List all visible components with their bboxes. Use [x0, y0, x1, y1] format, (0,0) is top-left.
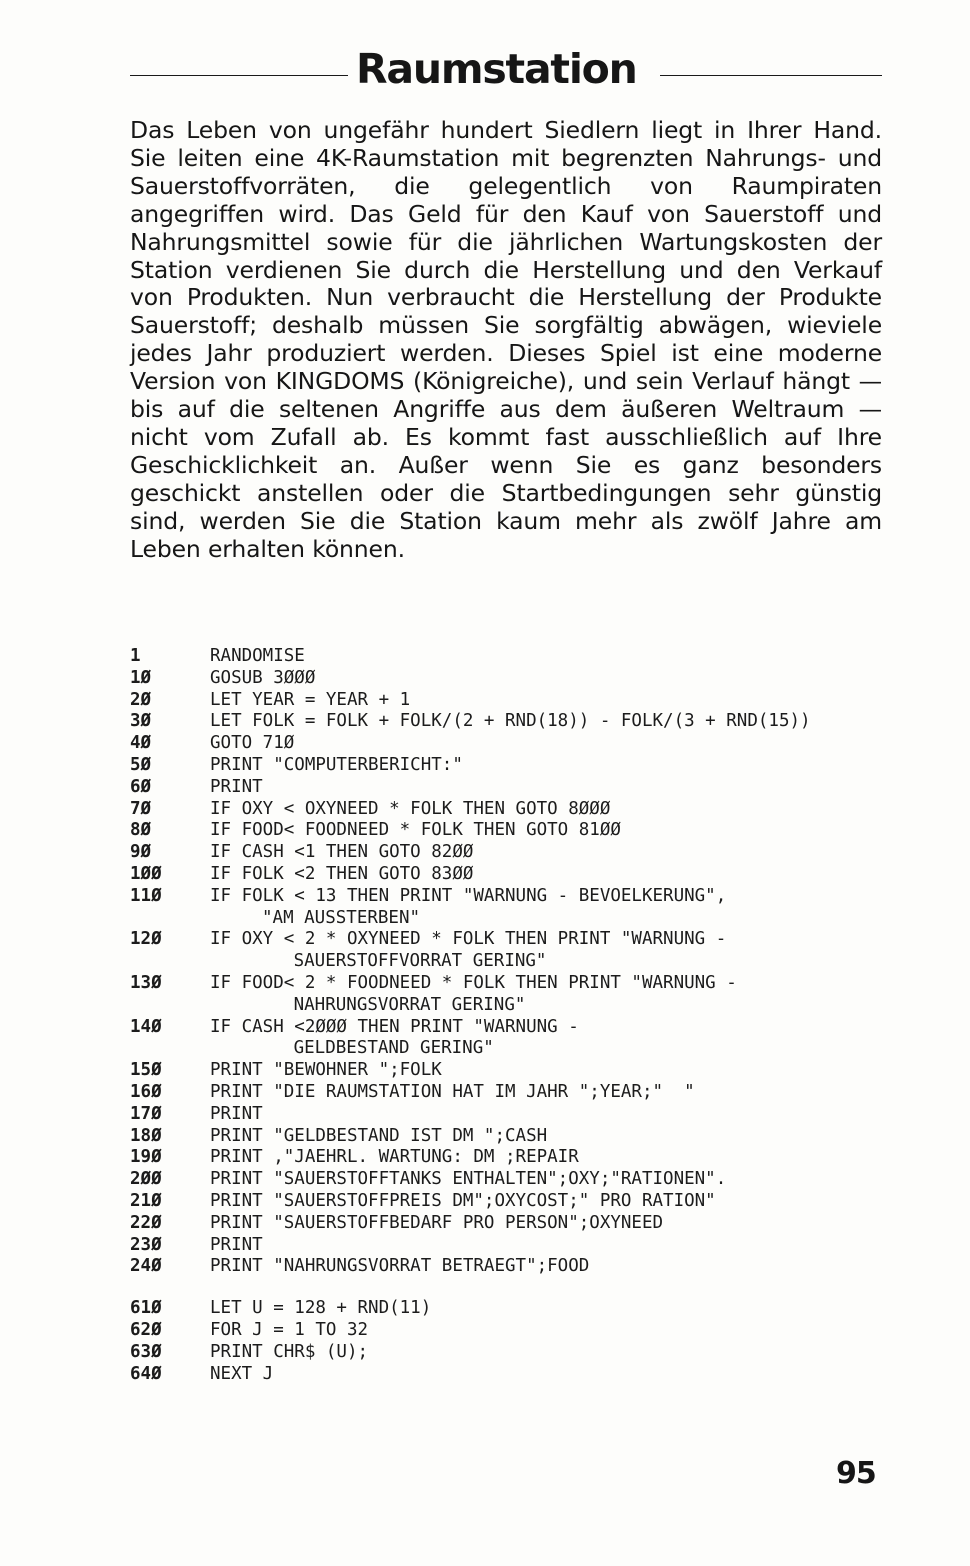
- line-number: 15Ø: [130, 1060, 162, 1081]
- code-statement: PRINT: [210, 1103, 263, 1124]
- code-line: [130, 646, 960, 668]
- code-line: [130, 1256, 960, 1278]
- code-statement: PRINT "BEWOHNER ";FOLK: [210, 1060, 442, 1081]
- line-number: 8Ø: [130, 820, 152, 841]
- code-line: [130, 1060, 960, 1082]
- code-statement: PRINT "NAHRUNGSVORRAT BETRAEGT";FOOD: [210, 1256, 590, 1277]
- code-line: [130, 1320, 960, 1342]
- intro-paragraph: Das Leben von ungefähr hundert Siedlern liegt in Ihrer Hand. Sie leiten eine 4K-Raumstation mit begrenzten Nahrungs- und Sauerstoffvorräten, die gelegentlich von Raumpiraten angegriffen wird. Das Geld für den Kauf von Sauerstoff und Nahrungsmittel sowie für die jährlichen Wartungskosten der Station verdienen Sie durch die Herstellung und den Verkauf von Produkten. Nun verbraucht die Herstellung der Produkte Sauerstoff; deshalb müssen Sie sorgfältig abwägen, wieviele jedes Jahr produziert werden. Dieses Spiel ist eine moderne Version von KINGDOMS (Königreiche), und sein Verlauf hängt — bis auf die seltenen Angriffe aus dem äußeren Weltraum — nicht vom Zufall ab. Es kommt fast ausschließlich auf Ihre Geschicklichkeit an. Außer wenn Sie es ganz besonders geschickt anstellen oder die Startbedingungen sehr günstig sind, werden Sie die Station kaum mehr als zwölf Jahre am Leben erhalten können.: [130, 116, 882, 563]
- code-statement: IF FOOD< FOODNEED * FOLK THEN GOTO 81ØØ: [210, 820, 621, 841]
- code-statement: PRINT "COMPUTERBERICHT:": [210, 754, 463, 775]
- line-number: 24Ø: [130, 1256, 162, 1277]
- code-line: [130, 1342, 960, 1364]
- code-statement: GOSUB 3ØØØ: [210, 667, 316, 688]
- code-statement: PRINT "SAUERSTOFFBEDARF PRO PERSON";OXYNEED: [210, 1212, 664, 1233]
- code-statement: PRINT "DIE RAUMSTATION HAT IM JAHR ";YEAR;" ": [210, 1081, 695, 1102]
- code-statement: IF CASH <2ØØØ THEN PRINT "WARNUNG -: [210, 1016, 579, 1037]
- line-number: 18Ø: [130, 1125, 162, 1146]
- code-line: [130, 799, 960, 821]
- code-continuation: SAUERSTOFFVORRAT GERING": [262, 951, 547, 972]
- code-line: [130, 1169, 960, 1191]
- line-number: 17Ø: [130, 1103, 162, 1124]
- line-number: 2ØØ: [130, 1169, 162, 1190]
- code-statement: PRINT "SAUERSTOFFPREIS DM";OXYCOST;" PRO RATION": [210, 1190, 716, 1211]
- line-number: 14Ø: [130, 1016, 162, 1037]
- code-line: [130, 864, 960, 886]
- code-line: [130, 1017, 960, 1039]
- line-number: 61Ø: [130, 1298, 162, 1319]
- code-statement: IF OXY < 2 * OXYNEED * FOLK THEN PRINT "WARNUNG -: [210, 929, 727, 950]
- code-statement: LET FOLK = FOLK + FOLK/(2 + RND(18)) - FOLK/(3 + RND(15)): [210, 711, 811, 732]
- code-line: [130, 733, 960, 755]
- code-line: [130, 777, 960, 799]
- listing-gap: [130, 1278, 960, 1298]
- line-number: 23Ø: [130, 1234, 162, 1255]
- code-statement: PRINT ,"JAEHRL. WARTUNG: DM ;REPAIR: [210, 1147, 579, 1168]
- code-continuation: GELDBESTAND GERING": [262, 1038, 494, 1059]
- line-number: 62Ø: [130, 1319, 162, 1340]
- line-number: 4Ø: [130, 733, 152, 754]
- code-line: [130, 1213, 960, 1235]
- line-number: 1: [130, 646, 141, 666]
- line-number: 13Ø: [130, 972, 162, 993]
- title-rule-left: [130, 75, 348, 76]
- code-line: [130, 1364, 960, 1386]
- code-continuation: "AM AUSSTERBEN": [262, 907, 421, 928]
- line-number: 1ØØ: [130, 863, 162, 884]
- code-line: [130, 1126, 960, 1148]
- line-number: 22Ø: [130, 1212, 162, 1233]
- page-title: Raumstation: [356, 45, 637, 93]
- line-number: 63Ø: [130, 1341, 162, 1362]
- line-number: 5Ø: [130, 754, 152, 775]
- line-number: 12Ø: [130, 929, 162, 950]
- code-line: [130, 755, 960, 777]
- line-number: 19Ø: [130, 1147, 162, 1168]
- code-statement: PRINT: [210, 776, 263, 797]
- code-continuation: NAHRUNGSVORRAT GERING": [262, 994, 526, 1015]
- code-statement: LET U = 128 + RND(11): [210, 1298, 432, 1319]
- code-statement: PRINT "SAUERSTOFFTANKS ENTHALTEN";OXY;"RATIONEN".: [210, 1169, 727, 1190]
- code-statement: IF CASH <1 THEN GOTO 82ØØ: [210, 842, 474, 863]
- code-line: [130, 1191, 960, 1213]
- code-line: [130, 1298, 960, 1320]
- code-statement: IF FOOD< 2 * FOODNEED * FOLK THEN PRINT "WARNUNG -: [210, 972, 737, 993]
- code-line: [130, 1147, 960, 1169]
- line-number: 7Ø: [130, 798, 152, 819]
- line-number: 11Ø: [130, 885, 162, 906]
- code-statement: IF FOLK <2 THEN GOTO 83ØØ: [210, 863, 474, 884]
- line-number: 6Ø: [130, 776, 152, 797]
- code-line: [130, 1082, 960, 1104]
- line-number: 1Ø: [130, 667, 152, 688]
- line-number: 16Ø: [130, 1081, 162, 1102]
- code-statement: LET YEAR = YEAR + 1: [210, 689, 411, 710]
- line-number: 3Ø: [130, 711, 152, 732]
- code-statement: NEXT J: [210, 1363, 274, 1384]
- code-statement: RANDOMISE: [210, 646, 305, 666]
- title-row: [130, 38, 882, 108]
- code-line: [130, 668, 960, 690]
- code-line: [130, 973, 960, 995]
- line-number: 64Ø: [130, 1363, 162, 1384]
- code-line: [130, 1104, 960, 1126]
- code-statement: IF FOLK < 13 THEN PRINT "WARNUNG - BEVOELKERUNG",: [210, 885, 727, 906]
- code-line: [130, 1235, 960, 1257]
- line-number: 9Ø: [130, 842, 152, 863]
- line-number: 21Ø: [130, 1190, 162, 1211]
- code-statement: FOR J = 1 TO 32: [210, 1319, 369, 1340]
- line-number: 2Ø: [130, 689, 152, 710]
- code-statement: GOTO 71Ø: [210, 733, 295, 754]
- page-number: 95: [836, 1456, 876, 1491]
- code-statement: PRINT "GELDBESTAND IST DM ";CASH: [210, 1125, 548, 1146]
- code-statement: PRINT CHR$ (U);: [210, 1341, 369, 1362]
- code-line: [130, 929, 960, 951]
- code-line: [130, 690, 960, 712]
- code-line: [130, 886, 960, 908]
- code-line: [130, 711, 960, 733]
- title-rule-right: [660, 75, 882, 76]
- code-line: [130, 820, 960, 842]
- basic-listing: [130, 646, 960, 1385]
- code-statement: PRINT: [210, 1234, 263, 1255]
- code-line: [130, 842, 960, 864]
- code-statement: IF OXY < OXYNEED * FOLK THEN GOTO 8ØØØ: [210, 798, 611, 819]
